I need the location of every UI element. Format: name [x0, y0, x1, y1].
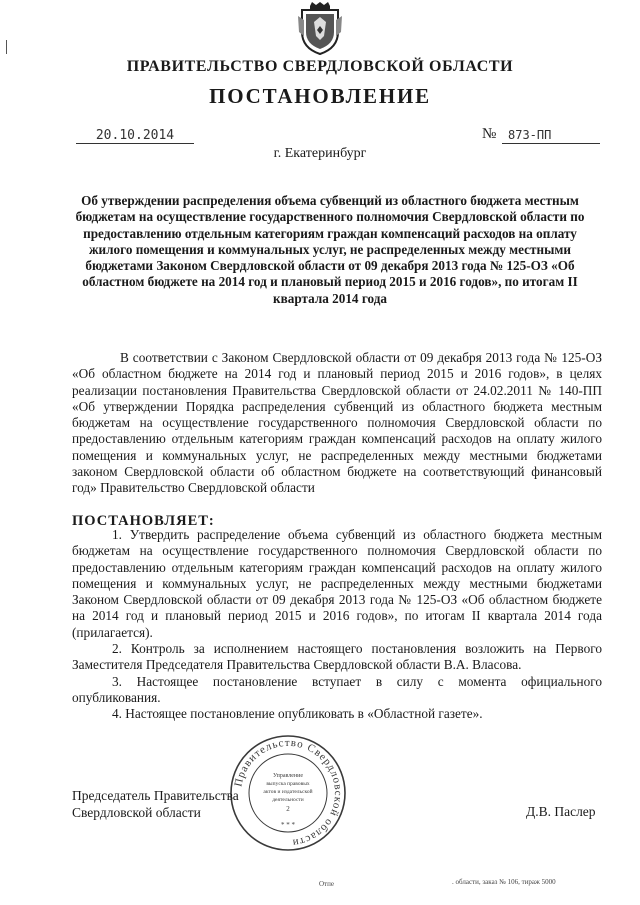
footer-print-mark: Отпе: [319, 880, 334, 888]
signer-position: [72, 788, 239, 821]
stamp-center-line: 2: [286, 805, 290, 813]
resolves-heading: ПОСТАНОВЛЯЕТ:: [72, 513, 215, 529]
decree-item: 3. Настоящее постановление вступает в силу с момента официального опубликования.: [72, 673, 602, 705]
preamble-paragraph: В соответствии с Законом Свердловской области от 09 декабря 2013 года № 125-ОЗ «Об областном бюджете на 2014 год и плановый период 2015 и 2016 годов», в целях реализации постановления Правительства Свердловской области от 24.02.2011 № 140-ПП «Об утверждении Порядка распределения субвенций из областного бюджета местным бюджетам на осуществление государственного полномочия Свердловской области по предоставлению отдельным категориям граждан компенсаций расходов на оплату жилого помещения и коммунальных услуг, не распределенных между местными бюджетами законом Свердловской области об областном бюджете на соответствующий финансовый год» Правительство Свердловской области: [72, 350, 602, 496]
decree-date: 20.10.2014: [76, 128, 194, 144]
stamp-center-line: актов и издательской: [263, 789, 313, 795]
stamp-ring-text: Правительство Свердловской области: [232, 736, 345, 849]
stamp-center-line: деятельности: [272, 797, 304, 803]
signer-position-line: Председатель Правительства: [72, 788, 239, 803]
decree-items: [72, 527, 602, 723]
scan-edge-mark: [6, 40, 7, 54]
stamp-stars: * * *: [281, 821, 295, 829]
stamp-center-line: Управление: [272, 773, 304, 779]
decree-subject: Об утверждении распределения объема субвенций из областного бюджета местным бюджетам на осуществление государственного полномочия Свердловской области по предоставлению отдельным категориям граждан компенсаций расходов на оплату жилого помещения и коммунальных услуг, не распределенных между местными бюджетами Законом Свердловской области от 09 декабря 2013 года № 125-ОЗ «Об областном бюджете на 2014 год и плановый период 2015 и 2016 годов», по итогам II квартала 2014 года: [75, 193, 585, 306]
decree-item: 4. Настоящее постановление опубликовать в «Областной газете».: [112, 706, 483, 722]
government-title: ПРАВИТЕЛЬСТВО СВЕРДЛОВСКОЙ ОБЛАСТИ: [126, 58, 514, 75]
signer-position-line: Свердловской области: [72, 804, 201, 820]
stamp-center-line: выпуска правовых: [266, 781, 310, 787]
official-stamp: [228, 733, 348, 853]
signer-name: Д.В. Паслер: [526, 804, 596, 819]
number-sign: №: [482, 126, 497, 142]
document-type-title: ПОСТАНОВЛЕНИЕ: [209, 84, 431, 108]
coat-of-arms-icon: [296, 2, 344, 56]
decree-item: 1. Утвердить распределение объема субвенций из областного бюджета местным бюджетам на осуществление государственного полномочия Свердловской области по предоставлению отдельным категориям граждан компенсаций расходов на оплату жилого помещения и коммунальных услуг, не распределенных между местными бюджетами Законом Свердловской области от 09 декабря 2013 года № 125-ОЗ «Об областном бюджете на 2014 год и плановый период 2015 и 2016 годов», по итогам II квартала 2014 года (прилагается).: [72, 527, 602, 640]
city-line: г. Екатеринбург: [273, 146, 367, 161]
decree-number: 873-ПП: [502, 128, 600, 144]
decree-item: 2. Контроль за исполнением настоящего постановления возложить на Первого Заместителя Председателя Правительства Свердловской области В.А. Власова.: [72, 641, 602, 673]
footer-print-info: . области, заказ № 106, тираж 5000: [452, 878, 556, 886]
